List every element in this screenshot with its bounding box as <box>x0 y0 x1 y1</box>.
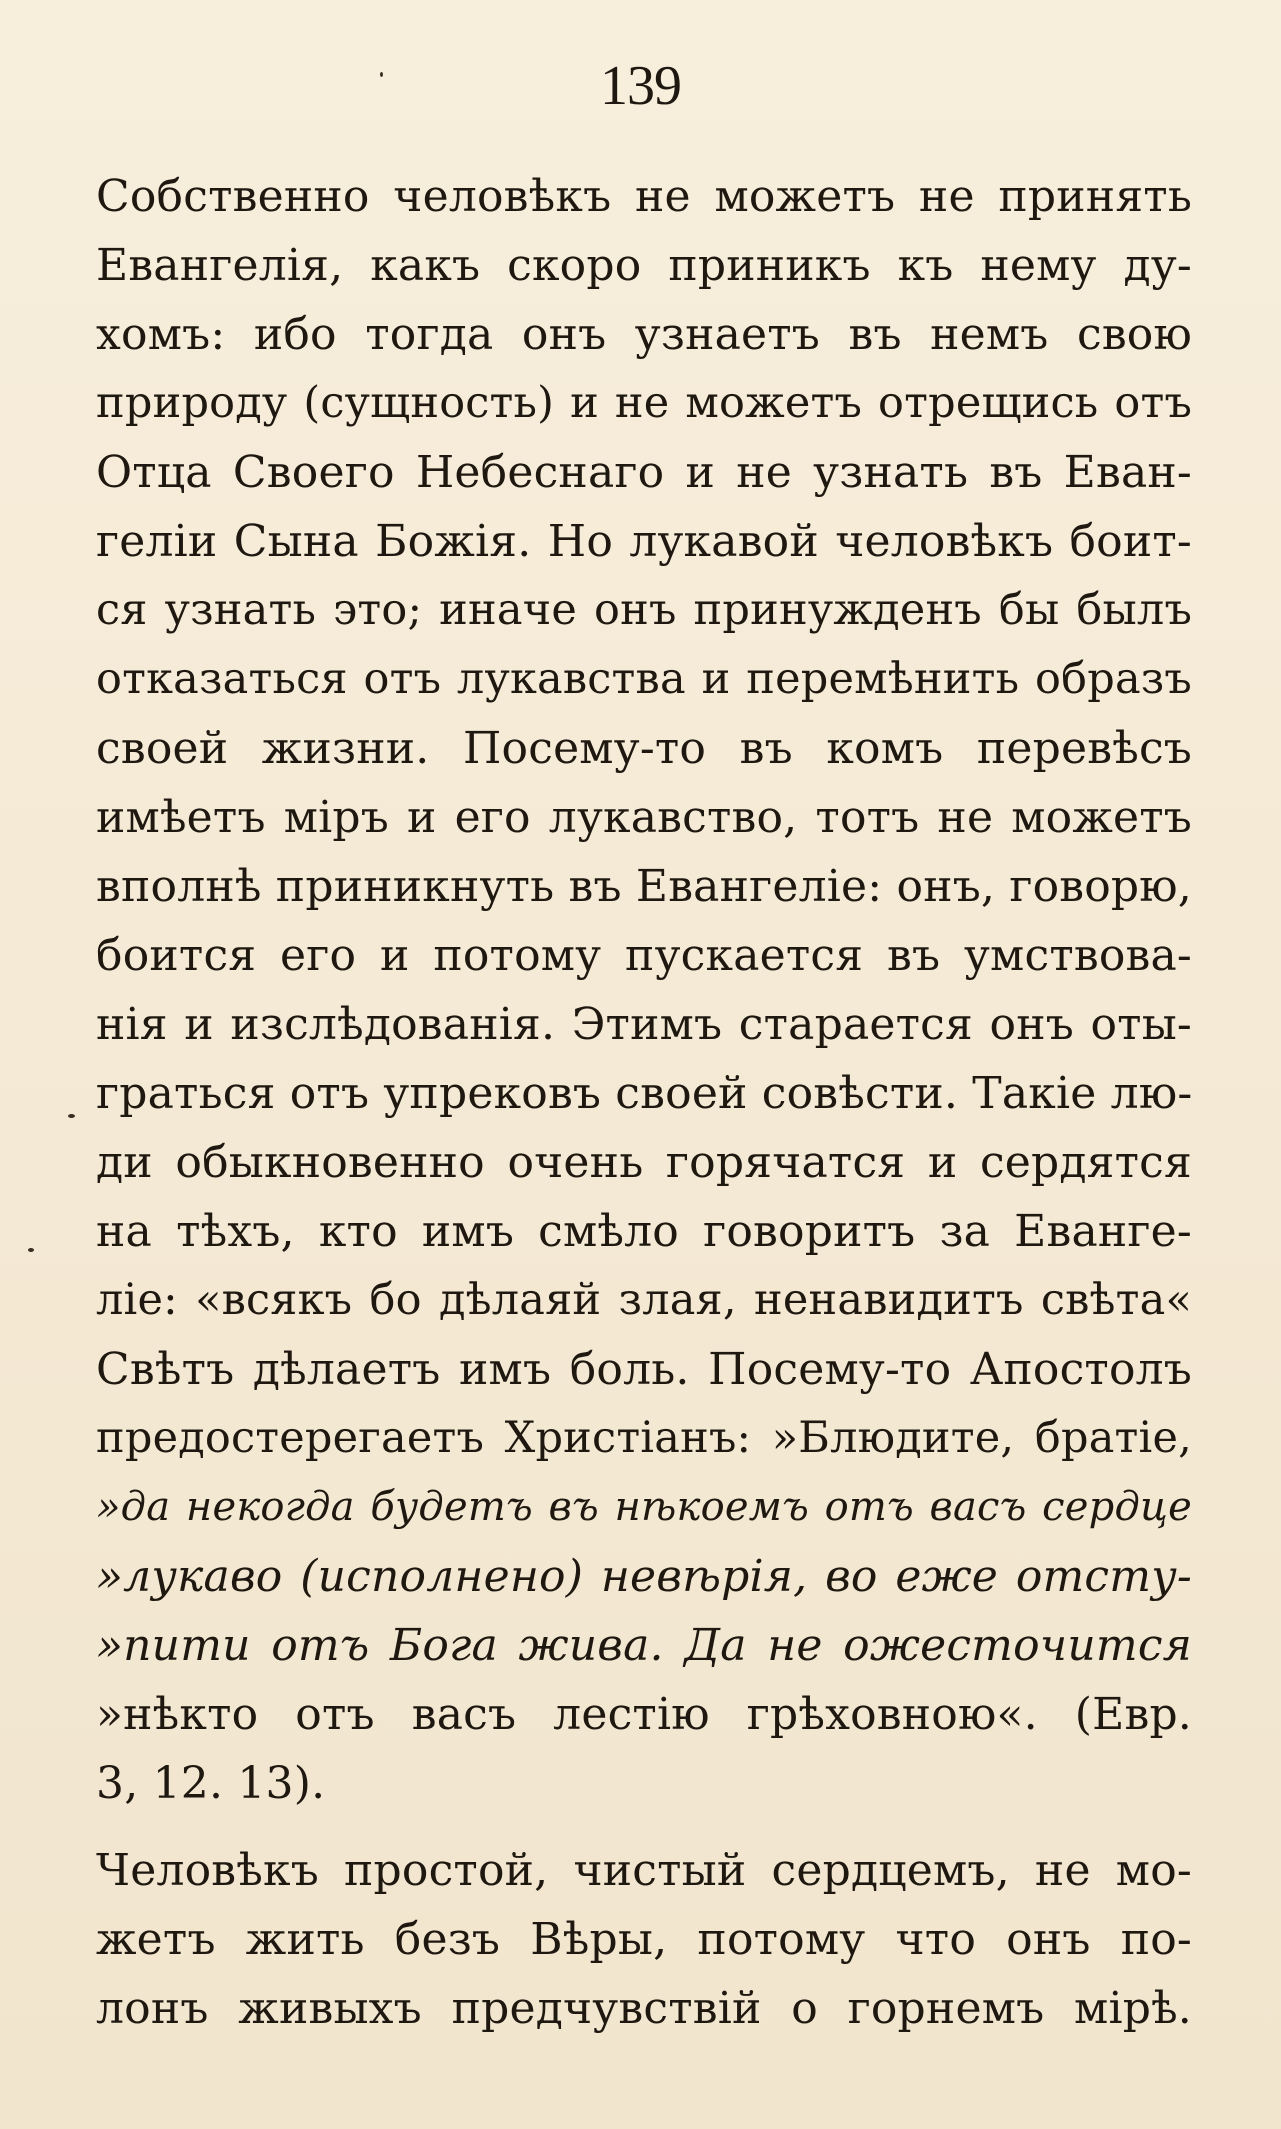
text-line: хомъ: ибо тогда онъ узнаетъ въ немъ свою <box>96 309 1192 360</box>
quote-line: »да некогда будетъ въ нѣкоемъ отъ васъ сердце <box>96 1484 1192 1530</box>
text-line: своей жизни. Посему-то въ комъ перевѣсъ <box>96 723 1192 774</box>
text-line: ліе: «всякъ бо дѣлаяй злая, ненавидитъ свѣта« <box>96 1275 1192 1325</box>
text-line: имѣетъ міръ и его лукавство, тотъ не можетъ <box>96 792 1192 843</box>
text-line: лонъ живыхъ предчувствій о горнемъ мірѣ. <box>96 1983 1192 2034</box>
body-text <box>96 162 1192 2043</box>
text-line: »нѣкто отъ васъ лестію грѣховною«. (Евр. <box>96 1689 1192 1740</box>
text-line: нія и изслѣдованія. Этимъ старается онъ оты- <box>96 999 1192 1050</box>
text-line: граться отъ упрековъ своей совѣсти. Такіе лю- <box>96 1068 1193 1119</box>
text-line: Собственно человѣкъ не можетъ не принять <box>96 171 1192 222</box>
ink-speck <box>380 72 383 77</box>
paragraph-gap <box>96 1818 1192 1836</box>
text-line: Человѣкъ простой, чистый сердцемъ, не мо- <box>96 1845 1192 1896</box>
page-number: 139 <box>600 55 681 117</box>
text-line: Свѣтъ дѣлаетъ имъ боль. Посему-то Апостолъ <box>96 1344 1192 1395</box>
text-line: Евангелія, какъ скоро приникъ къ нему ду- <box>96 240 1192 291</box>
text-line: природу (сущность) и не можетъ отрещись отъ <box>96 378 1192 428</box>
text-line: геліи Сына Божія. Но лукавой человѣкъ боит- <box>96 516 1192 567</box>
text-line: на тѣхъ, кто имъ смѣло говоритъ за Еванге- <box>96 1206 1192 1257</box>
text-line: 3, 12. 13). <box>96 1758 326 1809</box>
text-line: предостерегаетъ Христіанъ: »Блюдите, братіе, <box>96 1413 1192 1463</box>
text-line: жетъ жить безъ Вѣры, потому что онъ по- <box>96 1914 1192 1965</box>
quote-line: »пити отъ Бога жива. Да не ожесточится <box>96 1620 1192 1671</box>
text-line: отказаться отъ лукавства и перемѣнить образъ <box>96 654 1192 704</box>
text-line: боится его и потому пускается въ умствова- <box>96 930 1192 981</box>
ink-speck <box>68 1114 75 1118</box>
text-line: Отца Своего Небеснаго и не узнать въ Еван- <box>96 447 1192 498</box>
text-line: ся узнать это; иначе онъ принужденъ бы былъ <box>96 585 1192 635</box>
quote-line: »лукаво (исполнено) невѣрія, во еже отсту- <box>96 1551 1192 1602</box>
ink-speck <box>28 1248 34 1252</box>
text-line: ди обыкновенно очень горячатся и сердятся <box>96 1137 1192 1188</box>
text-line: вполнѣ приникнуть въ Евангеліе: онъ, говорю, <box>96 861 1192 912</box>
